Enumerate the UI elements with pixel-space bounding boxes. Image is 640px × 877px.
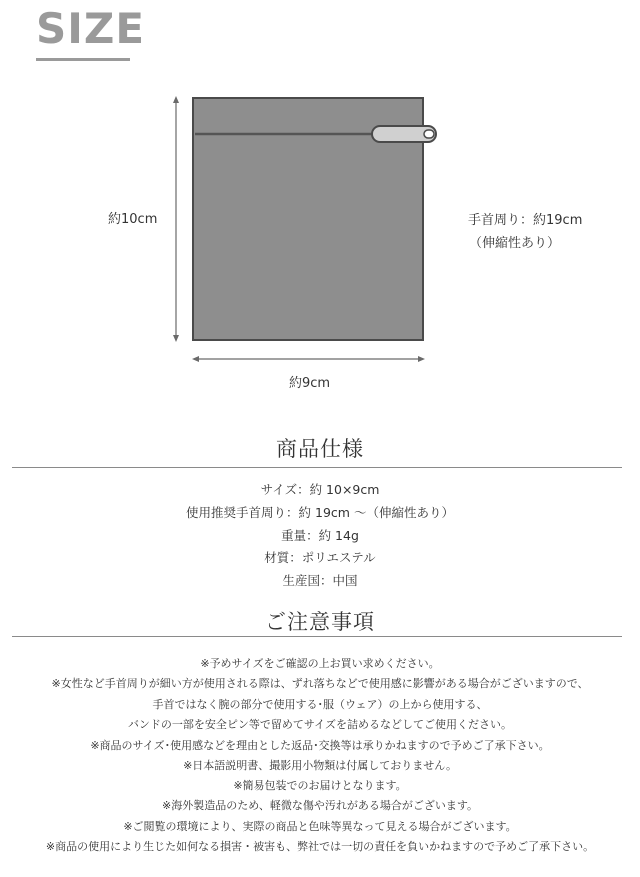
zipper-pull-icon (372, 126, 436, 142)
notice-line: ※予めサイズをご確認の上お買い求めください。 (200, 657, 440, 670)
spec-line-material: 材質：ポリエステル (264, 550, 376, 565)
specs-title: 商品仕様 (276, 437, 364, 461)
spec-line-weight: 重量：約 14g (281, 528, 359, 543)
notice-line: ※商品のサイズ･使用感などを理由とした返品･交換等は承りかねますので予めご了承下さい。 (90, 739, 550, 752)
notice-line: ※日本語説明書、撮影用小物類は付属しておりません。 (183, 759, 457, 772)
height-label: 約10cm (108, 212, 158, 227)
notice-line: バンドの一部を安全ピン等で留めてサイズを詰めるなどしてご使用ください。 (127, 718, 513, 731)
size-heading: SIZE (36, 4, 146, 53)
notice-line: ※海外製造品のため、軽微な傷や汚れがある場合がございます。 (162, 799, 478, 812)
width-dimension-arrow (192, 356, 425, 362)
wrist-size-label: 手首周り：約19cm (468, 213, 583, 228)
size-diagram (0, 0, 640, 400)
spec-line-origin: 生産国：中国 (282, 573, 358, 588)
spec-line-wrist: 使用推奨手首周り：約 19cm 〜（伸縮性あり） (186, 505, 454, 520)
width-label: 約9cm (289, 376, 331, 391)
notice-line: 手首ではなく腕の部分で使用する･服（ウェア）の上から使用する、 (152, 698, 488, 711)
specs-divider (12, 467, 622, 468)
notices-divider (12, 636, 622, 637)
notice-line: ※簡易包装でのお届けとなります。 (233, 779, 407, 792)
height-dimension-arrow (173, 96, 179, 342)
notice-line: ※ご閲覧の環境により、実際の商品と色味等異なって見える場合がございます。 (123, 820, 517, 833)
wrist-stretch-note: （伸縮性あり） (469, 236, 561, 251)
notice-line: ※女性など手首周りが細い方が使用される際は、ずれ落ちなどで使用感に影響がある場合がございますので、 (51, 677, 589, 690)
notices-title: ご注意事項 (265, 610, 375, 634)
notice-line: ※商品の使用により生じた如何なる損害・被害も、弊社では一切の責任を負いかねますので予めご了承下さい。 (45, 840, 595, 853)
spec-line-size: サイズ：約 10×9cm (260, 482, 380, 497)
